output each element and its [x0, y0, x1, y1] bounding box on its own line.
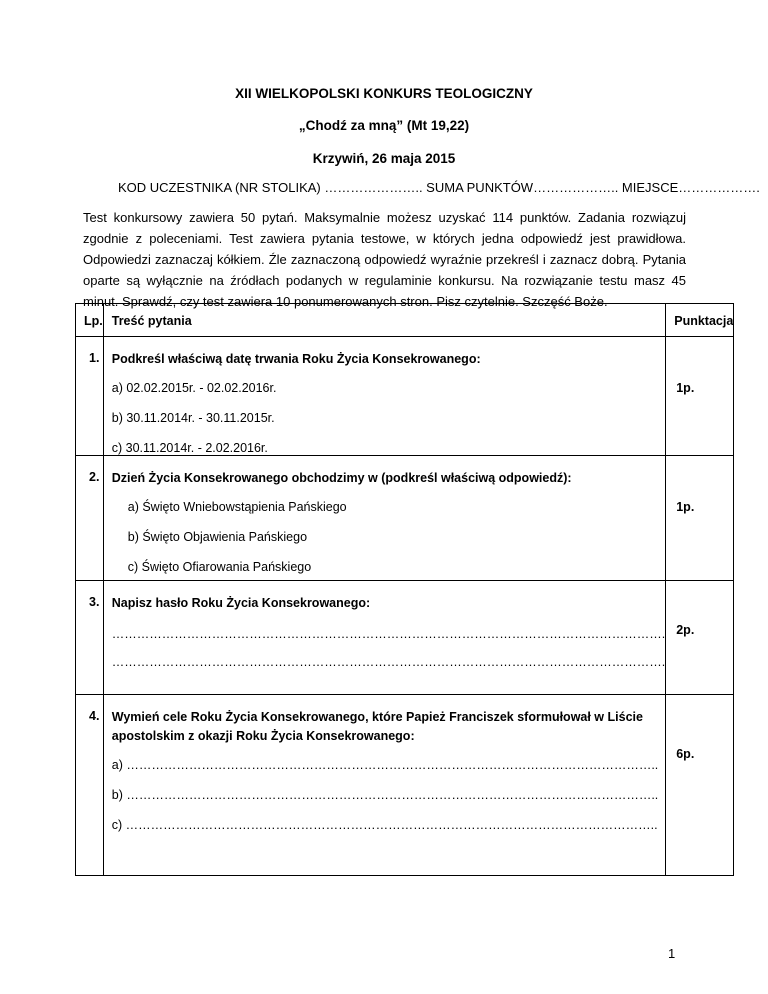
question-points: 6p.: [676, 747, 695, 761]
question-row-3: [76, 581, 734, 695]
question-points: 2p.: [676, 623, 695, 637]
question-text: Dzień Życia Konsekrowanego obchodzimy w (podkreśl właściwą odpowiedź):: [111, 471, 572, 485]
participant-header-line: KOD UCZESTNIKA (NR STOLIKA) ………………….. SUMA PUNKTÓW……………….. MIEJSCE……………….: [118, 180, 760, 195]
question-text: Napisz hasło Roku Życia Konsekrowanego:: [111, 596, 371, 610]
place-date: Krzywiń, 26 maja 2015: [312, 151, 456, 166]
question-points: 1p.: [676, 381, 695, 395]
col-points-header: Punktacja: [674, 314, 734, 328]
question-row-2: [76, 456, 734, 581]
answer-line-b[interactable]: b) ………………………………………………………………………………………………………………..: [111, 788, 659, 802]
answer-option-b[interactable]: b) 30.11.2014r. - 30.11.2015r.: [111, 411, 275, 425]
questions-table: [75, 303, 734, 876]
question-number: 3.: [89, 595, 100, 609]
question-number: 2.: [89, 470, 100, 484]
question-number: 1.: [89, 351, 100, 365]
document-title: XII WIELKOPOLSKI KONKURS TEOLOGICZNY: [235, 86, 533, 101]
question-text: Podkreśl właściwą datę trwania Roku Życia Konsekrowanego:: [111, 352, 481, 366]
answer-line-1[interactable]: …………………………………………………………………………………………………………………….: [111, 627, 666, 641]
answer-line-c[interactable]: c) ………………………………………………………………………………………………………………..: [111, 818, 658, 832]
table-header-row: [76, 304, 734, 337]
col-lp-header: Lp.: [84, 314, 103, 328]
question-row-4: [76, 695, 734, 876]
question-number: 4.: [89, 709, 100, 723]
col-content-header: Treść pytania: [111, 314, 192, 328]
page-number: 1: [668, 946, 676, 961]
intro-paragraph: Test konkursowy zawiera 50 pytań. Maksymalnie możesz uzyskać 114 punktów. Zadania rozwiązuj zgodnie z poleceniami. Test zawiera pytania testowe, w których jedna odpowiedź jest prawidłowa. Odpowiedzi zaznaczaj kółkiem. Źle zaznaczoną odpowiedź wyraźnie przekreśl i zaznacz dobrą. Pytania oparte są wyłącznie na źródłach podanych w regulaminie konkursu. Na rozwiązanie testu masz 45 minut. Sprawdź, czy test zawiera 10 ponumerowanych stron. Pisz czytelnie. Szczęść Boże.: [83, 210, 686, 309]
question-points: 1p.: [676, 500, 695, 514]
answer-line-2[interactable]: …………………………………………………………………………………………………………………….: [111, 655, 666, 669]
answer-option-a[interactable]: a) 02.02.2015r. - 02.02.2016r.: [111, 381, 277, 395]
answer-option-a[interactable]: a) Święto Wniebowstąpienia Pańskiego: [127, 500, 347, 514]
answer-option-b[interactable]: b) Święto Objawienia Pańskiego: [127, 530, 308, 544]
question-text: Wymień cele Roku Życia Konsekrowanego, które Papież Franciszek sformułował w Liście apostolskim z okazji Roku Życia Konsekrowanego:: [111, 710, 643, 743]
answer-option-c[interactable]: c) 30.11.2014r. - 2.02.2016r.: [111, 441, 268, 455]
answer-option-c[interactable]: c) Święto Ofiarowania Pańskiego: [127, 560, 312, 574]
question-row-1: [76, 337, 734, 456]
document-motto: „Chodź za mną” (Mt 19,22): [298, 118, 470, 133]
answer-line-a[interactable]: a) ………………………………………………………………………………………………………………..: [111, 758, 659, 772]
